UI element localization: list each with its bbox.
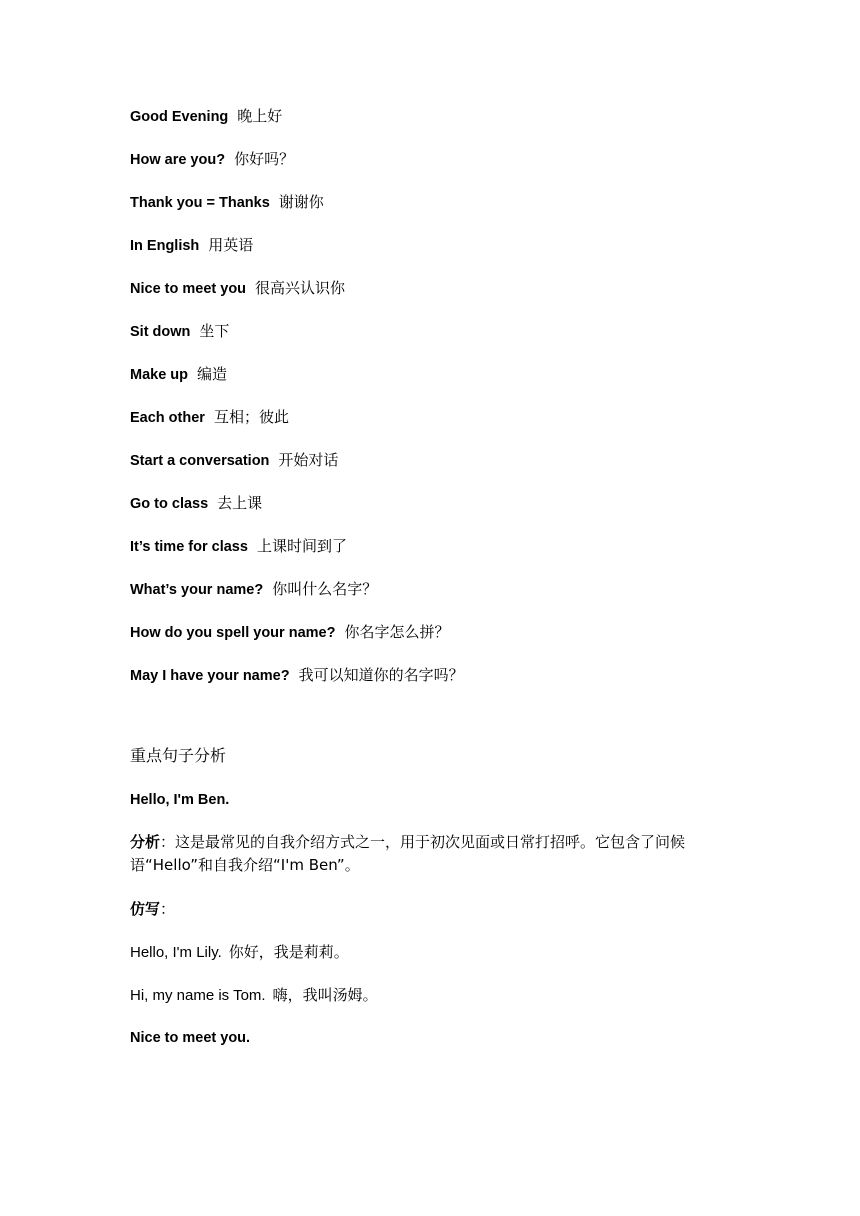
phrase-english: Start a conversation [130, 453, 270, 469]
phrase-english: Make up [130, 367, 189, 383]
phrase-english: May I have your name? [130, 668, 290, 684]
phrase-row [130, 577, 770, 620]
phrase-chinese: 你叫什么名字？ [272, 580, 378, 598]
phrase-english: In English [130, 238, 200, 254]
example-chinese: 你好，我是莉莉。 [228, 943, 349, 961]
example-sentence [130, 983, 740, 1026]
phrase-row [130, 362, 770, 405]
phrase-chinese: 开始对话 [278, 451, 339, 469]
phrase-chinese: 互相；彼此 [213, 408, 289, 426]
sentence-analysis [130, 788, 740, 1069]
phrase-list [130, 104, 770, 706]
phrase-chinese: 我可以知道你的名字吗？ [298, 666, 464, 684]
phrase-row [130, 319, 770, 362]
phrase-row [130, 405, 770, 448]
phrase-chinese: 坐下 [199, 322, 230, 340]
phrase-chinese: 你名字怎么拼？ [344, 623, 450, 641]
phrase-english: It’s time for class [130, 539, 248, 555]
phrase-row [130, 147, 770, 190]
phrase-row [130, 233, 770, 276]
phrase-english: How do you spell your name? [130, 625, 336, 641]
phrase-row [130, 190, 770, 233]
phrase-english: Go to class [130, 496, 209, 512]
example-chinese: 嗨，我叫汤姆。 [272, 986, 378, 1004]
phrase-row [130, 534, 770, 577]
phrase-chinese: 晚上好 [237, 107, 283, 125]
imitation-colon: ： [160, 900, 176, 918]
phrase-row [130, 104, 770, 147]
key-sentence: Hello, I'm Ben. [130, 792, 230, 808]
imitation-label: 仿写 [130, 900, 161, 918]
phrase-row [130, 448, 770, 491]
phrase-english: Nice to meet you [130, 281, 247, 297]
imitation-heading [130, 897, 740, 940]
key-sentence: Nice to meet you. [130, 1030, 251, 1046]
phrase-row [130, 663, 770, 706]
example-english: Hello, I'm Lily. [130, 944, 222, 961]
phrase-row [130, 276, 770, 319]
phrase-chinese: 谢谢你 [278, 193, 324, 211]
phrase-english: Each other [130, 410, 205, 426]
phrase-chinese: 用英语 [208, 236, 254, 254]
analysis-paragraph [130, 831, 740, 877]
section-heading: 重点句子分析 [130, 746, 227, 765]
example-english: Hi, my name is Tom. [130, 987, 266, 1004]
phrase-english: How are you? [130, 152, 226, 168]
analysis-label: 分析 [130, 833, 161, 851]
phrase-chinese: 上课时间到了 [256, 537, 347, 555]
phrase-english: Good Evening [130, 109, 229, 125]
phrase-chinese: 很高兴认识你 [255, 279, 346, 297]
phrase-english: Sit down [130, 324, 191, 340]
example-sentence [130, 940, 740, 983]
analysis-text: ：这是最常见的自我介绍方式之一，用于初次见面或日常打招呼。它包含了问候语“Hello”和自我介绍“I'm Ben”。 [130, 833, 686, 874]
phrase-chinese: 编造 [197, 365, 228, 383]
phrase-english: What’s your name? [130, 582, 264, 598]
phrase-chinese: 去上课 [217, 494, 263, 512]
phrase-english: Thank you = Thanks [130, 195, 270, 211]
phrase-row [130, 620, 770, 663]
phrase-chinese: 你好吗？ [234, 150, 295, 168]
phrase-row [130, 491, 770, 534]
